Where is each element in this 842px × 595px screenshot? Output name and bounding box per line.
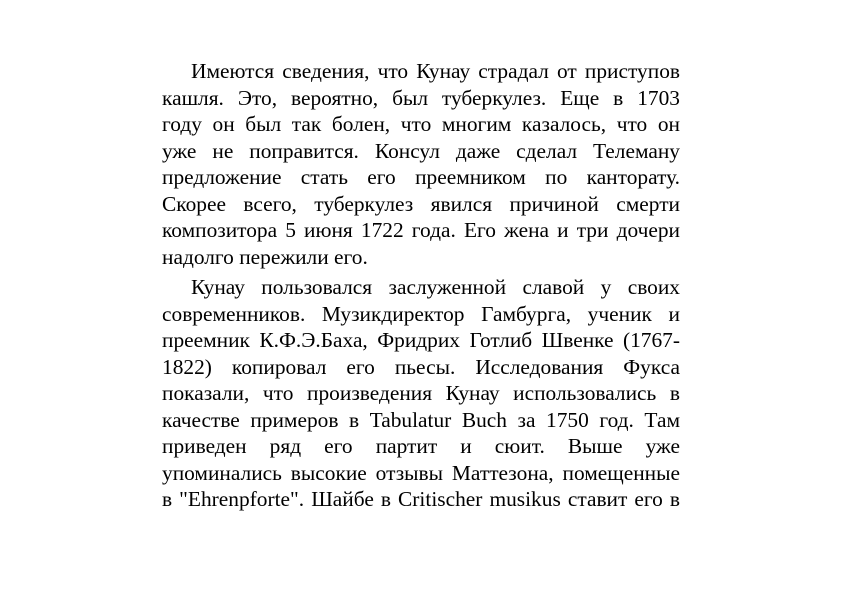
paragraph-2 [162, 274, 680, 513]
text-line: уже не поправится. Консул даже сделал Телеману [162, 138, 680, 163]
text-line: показали, что произведения Кунау использовались в [162, 381, 680, 405]
text-line: приведен ряд его партит и сюит. Выше уже [162, 434, 680, 458]
text-line: Имеются сведения, что Кунау страдал от приступов [191, 59, 680, 83]
text-line: надолго пережили его. [162, 244, 368, 269]
text-line: упоминались высокие отзывы Маттезона, помещенные [162, 460, 680, 485]
text-line: году он был так болен, что многим казалось, что он [162, 112, 680, 136]
text-line: кашля. Это, вероятно, был туберкулез. Еще в 1703 [162, 85, 680, 110]
text-line: Кунау пользовался заслуженной славой у своих [191, 275, 680, 299]
text-line: 1822) копировал его пьесы. Исследования Фукса [162, 354, 680, 379]
paragraph-1 [162, 58, 680, 270]
text-line: Скорее всего, туберкулез явился причиной смерти [162, 191, 680, 216]
text-line: предложение стать его преемником по канторату. [162, 165, 680, 189]
text-line: в "Ehrenpforte". Шайбе в Critischer musikus ставит его в [162, 487, 680, 511]
text-line: преемник К.Ф.Э.Баха, Фридрих Готлиб Швенке (1767- [162, 328, 680, 352]
body-text [162, 58, 680, 513]
text-line: современников. Музикдиректор Гамбурга, ученик и [162, 301, 680, 326]
text-line: качестве примеров в Tabulatur Buch за 1750 год. Там [162, 407, 680, 432]
text-line: композитора 5 июня 1722 года. Его жена и три дочери [162, 218, 680, 242]
